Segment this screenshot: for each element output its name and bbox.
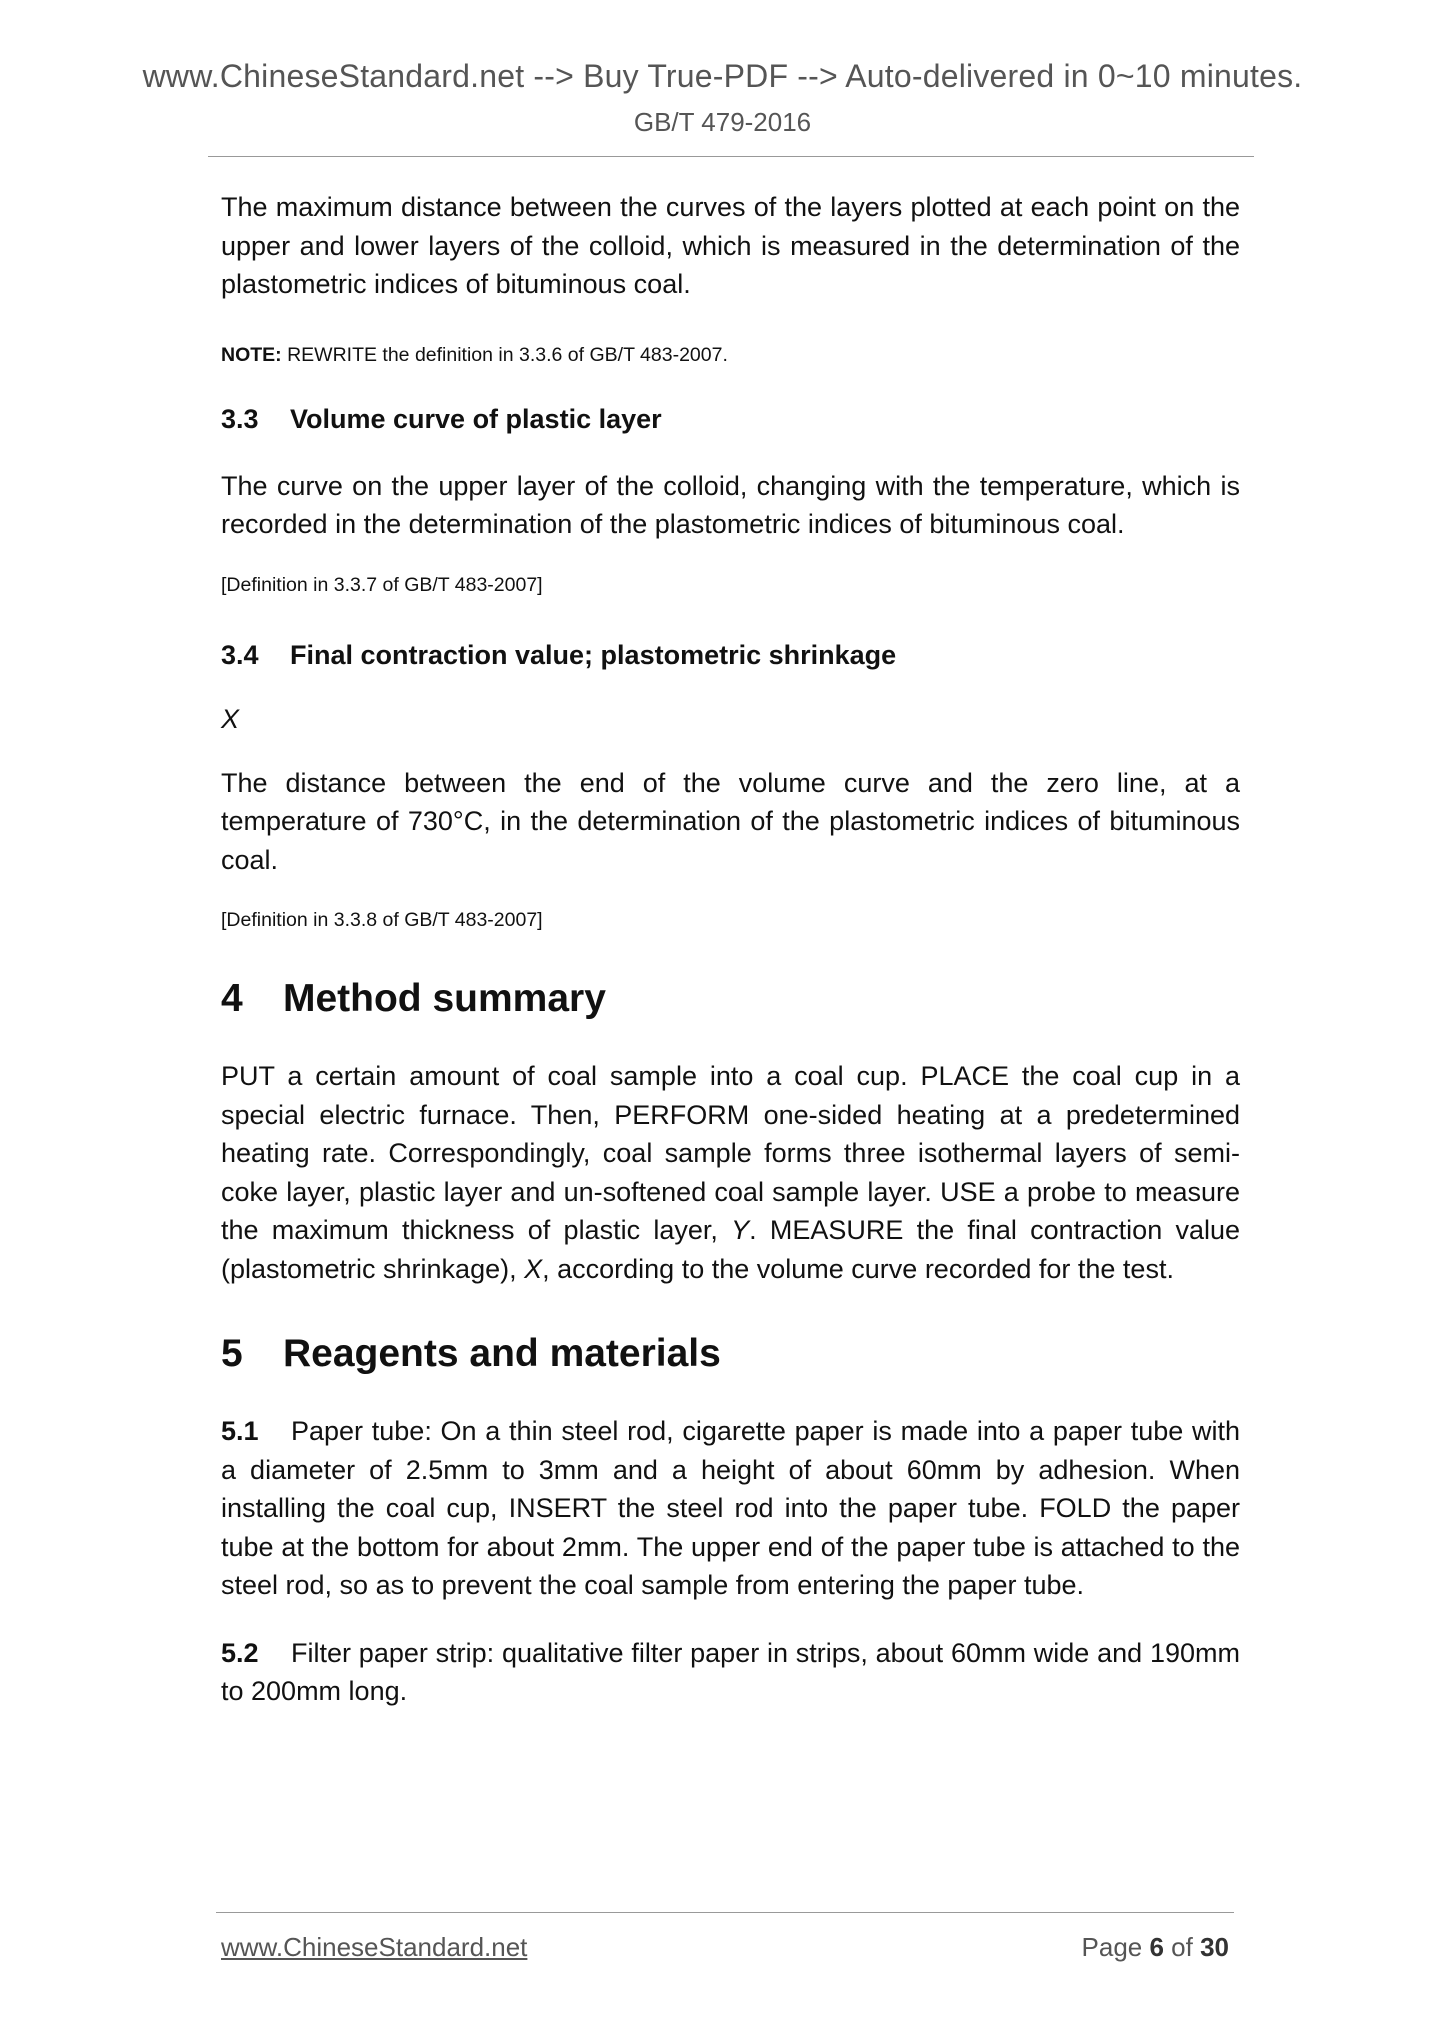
clause-number: 5.1 bbox=[221, 1416, 259, 1446]
note bbox=[221, 342, 1240, 368]
text-part: , according to the volume curve recorded for the test. bbox=[542, 1253, 1174, 1284]
clause-number: 5.2 bbox=[221, 1637, 259, 1668]
page-content bbox=[221, 188, 1240, 1711]
clause-5-2 bbox=[221, 1634, 1240, 1711]
section-3-3-text: The curve on the upper layer of the colloid, changing with the temperature, which is recorded in the determination of the plastometric indices of bituminous coal. bbox=[221, 470, 1240, 539]
header-divider bbox=[208, 156, 1254, 157]
section-3-4-symbol: X bbox=[221, 703, 240, 734]
note-text: REWRITE the definition in 3.3.6 of GB/T 483-2007. bbox=[281, 343, 728, 366]
text-part: PUT a certain amount of coal sample into a coal cup. PLACE the coal cup in a special electric furnace. Then, PERFORM one-sided heating at a predetermined heating rate. Correspondingly, coal sample forms three isothermal layers of semi-coke layer, plastic layer and un-softened coal sample layer. USE a probe to measure the maximum thickness of plastic layer, bbox=[221, 1061, 1240, 1245]
section-4-heading bbox=[221, 974, 1240, 1024]
section-number: 4 bbox=[221, 977, 243, 1020]
footer-divider bbox=[216, 1912, 1234, 1913]
section-3-3-heading bbox=[221, 400, 1240, 438]
section-title: Method summary bbox=[283, 977, 606, 1020]
section-3-4-reference: [Definition in 3.3.8 of GB/T 483-2007] bbox=[221, 909, 543, 931]
document-id: GB/T 479-2016 bbox=[633, 107, 812, 137]
of-word: of bbox=[1163, 1932, 1201, 1962]
clause-5-1 bbox=[221, 1412, 1240, 1605]
section-number: 3.4 bbox=[221, 639, 259, 670]
section-3-4-heading bbox=[221, 636, 1240, 674]
section-number: 5 bbox=[221, 1332, 243, 1375]
section-5-heading bbox=[221, 1329, 1240, 1379]
clause-text: Paper tube: On a thin steel rod, cigarette paper is made into a paper tube with a diameter of 2.5mm to 3mm and a height of about 60mm by adhesion. When installing the coal cup, INSERT the steel rod into the paper tube. FOLD the paper tube at the bottom for about 2mm. The upper end of the paper tube is attached to the steel rod, so as to prevent the coal sample from entering the paper tube. bbox=[221, 1416, 1240, 1600]
section-3-3-reference: [Definition in 3.3.7 of GB/T 483-2007] bbox=[221, 573, 543, 596]
header-banner: www.ChineseStandard.net --> Buy True-PDF --> Auto-delivered in 0~10 minutes. bbox=[142, 58, 1303, 94]
footer-site-link[interactable]: www.ChineseStandard.net bbox=[221, 1932, 528, 1962]
page-indicator bbox=[1082, 1932, 1229, 1963]
text-part: . MEASURE the final contraction value (plastometric shrinkage), bbox=[221, 1215, 1240, 1284]
symbol-y: Y bbox=[731, 1215, 750, 1245]
clause-text: Filter paper strip: qualitative filter paper in strips, about 60mm wide and 190mm to 200mm long. bbox=[221, 1637, 1240, 1706]
page-total: 30 bbox=[1200, 1932, 1229, 1962]
page-number: 6 bbox=[1149, 1932, 1164, 1962]
section-title: Final contraction value; plastometric shrinkage bbox=[290, 639, 897, 670]
page-word: Page bbox=[1081, 1932, 1150, 1962]
section-4-text bbox=[221, 1057, 1240, 1288]
section-number: 3.3 bbox=[221, 403, 259, 434]
note-label: NOTE: bbox=[221, 343, 282, 366]
symbol-x: X bbox=[524, 1253, 543, 1284]
intro-paragraph: The maximum distance between the curves of the layers plotted at each point on the upper and lower layers of the colloid, which is measured in the determination of the plastometric indices of bituminous coal. bbox=[221, 192, 1240, 299]
section-3-4-text: The distance between the end of the volume curve and the zero line, at a temperature of 730°C, in the determination of the plastometric indices of bituminous coal. bbox=[221, 767, 1240, 875]
section-title: Reagents and materials bbox=[283, 1332, 721, 1375]
section-title: Volume curve of plastic layer bbox=[290, 403, 662, 434]
